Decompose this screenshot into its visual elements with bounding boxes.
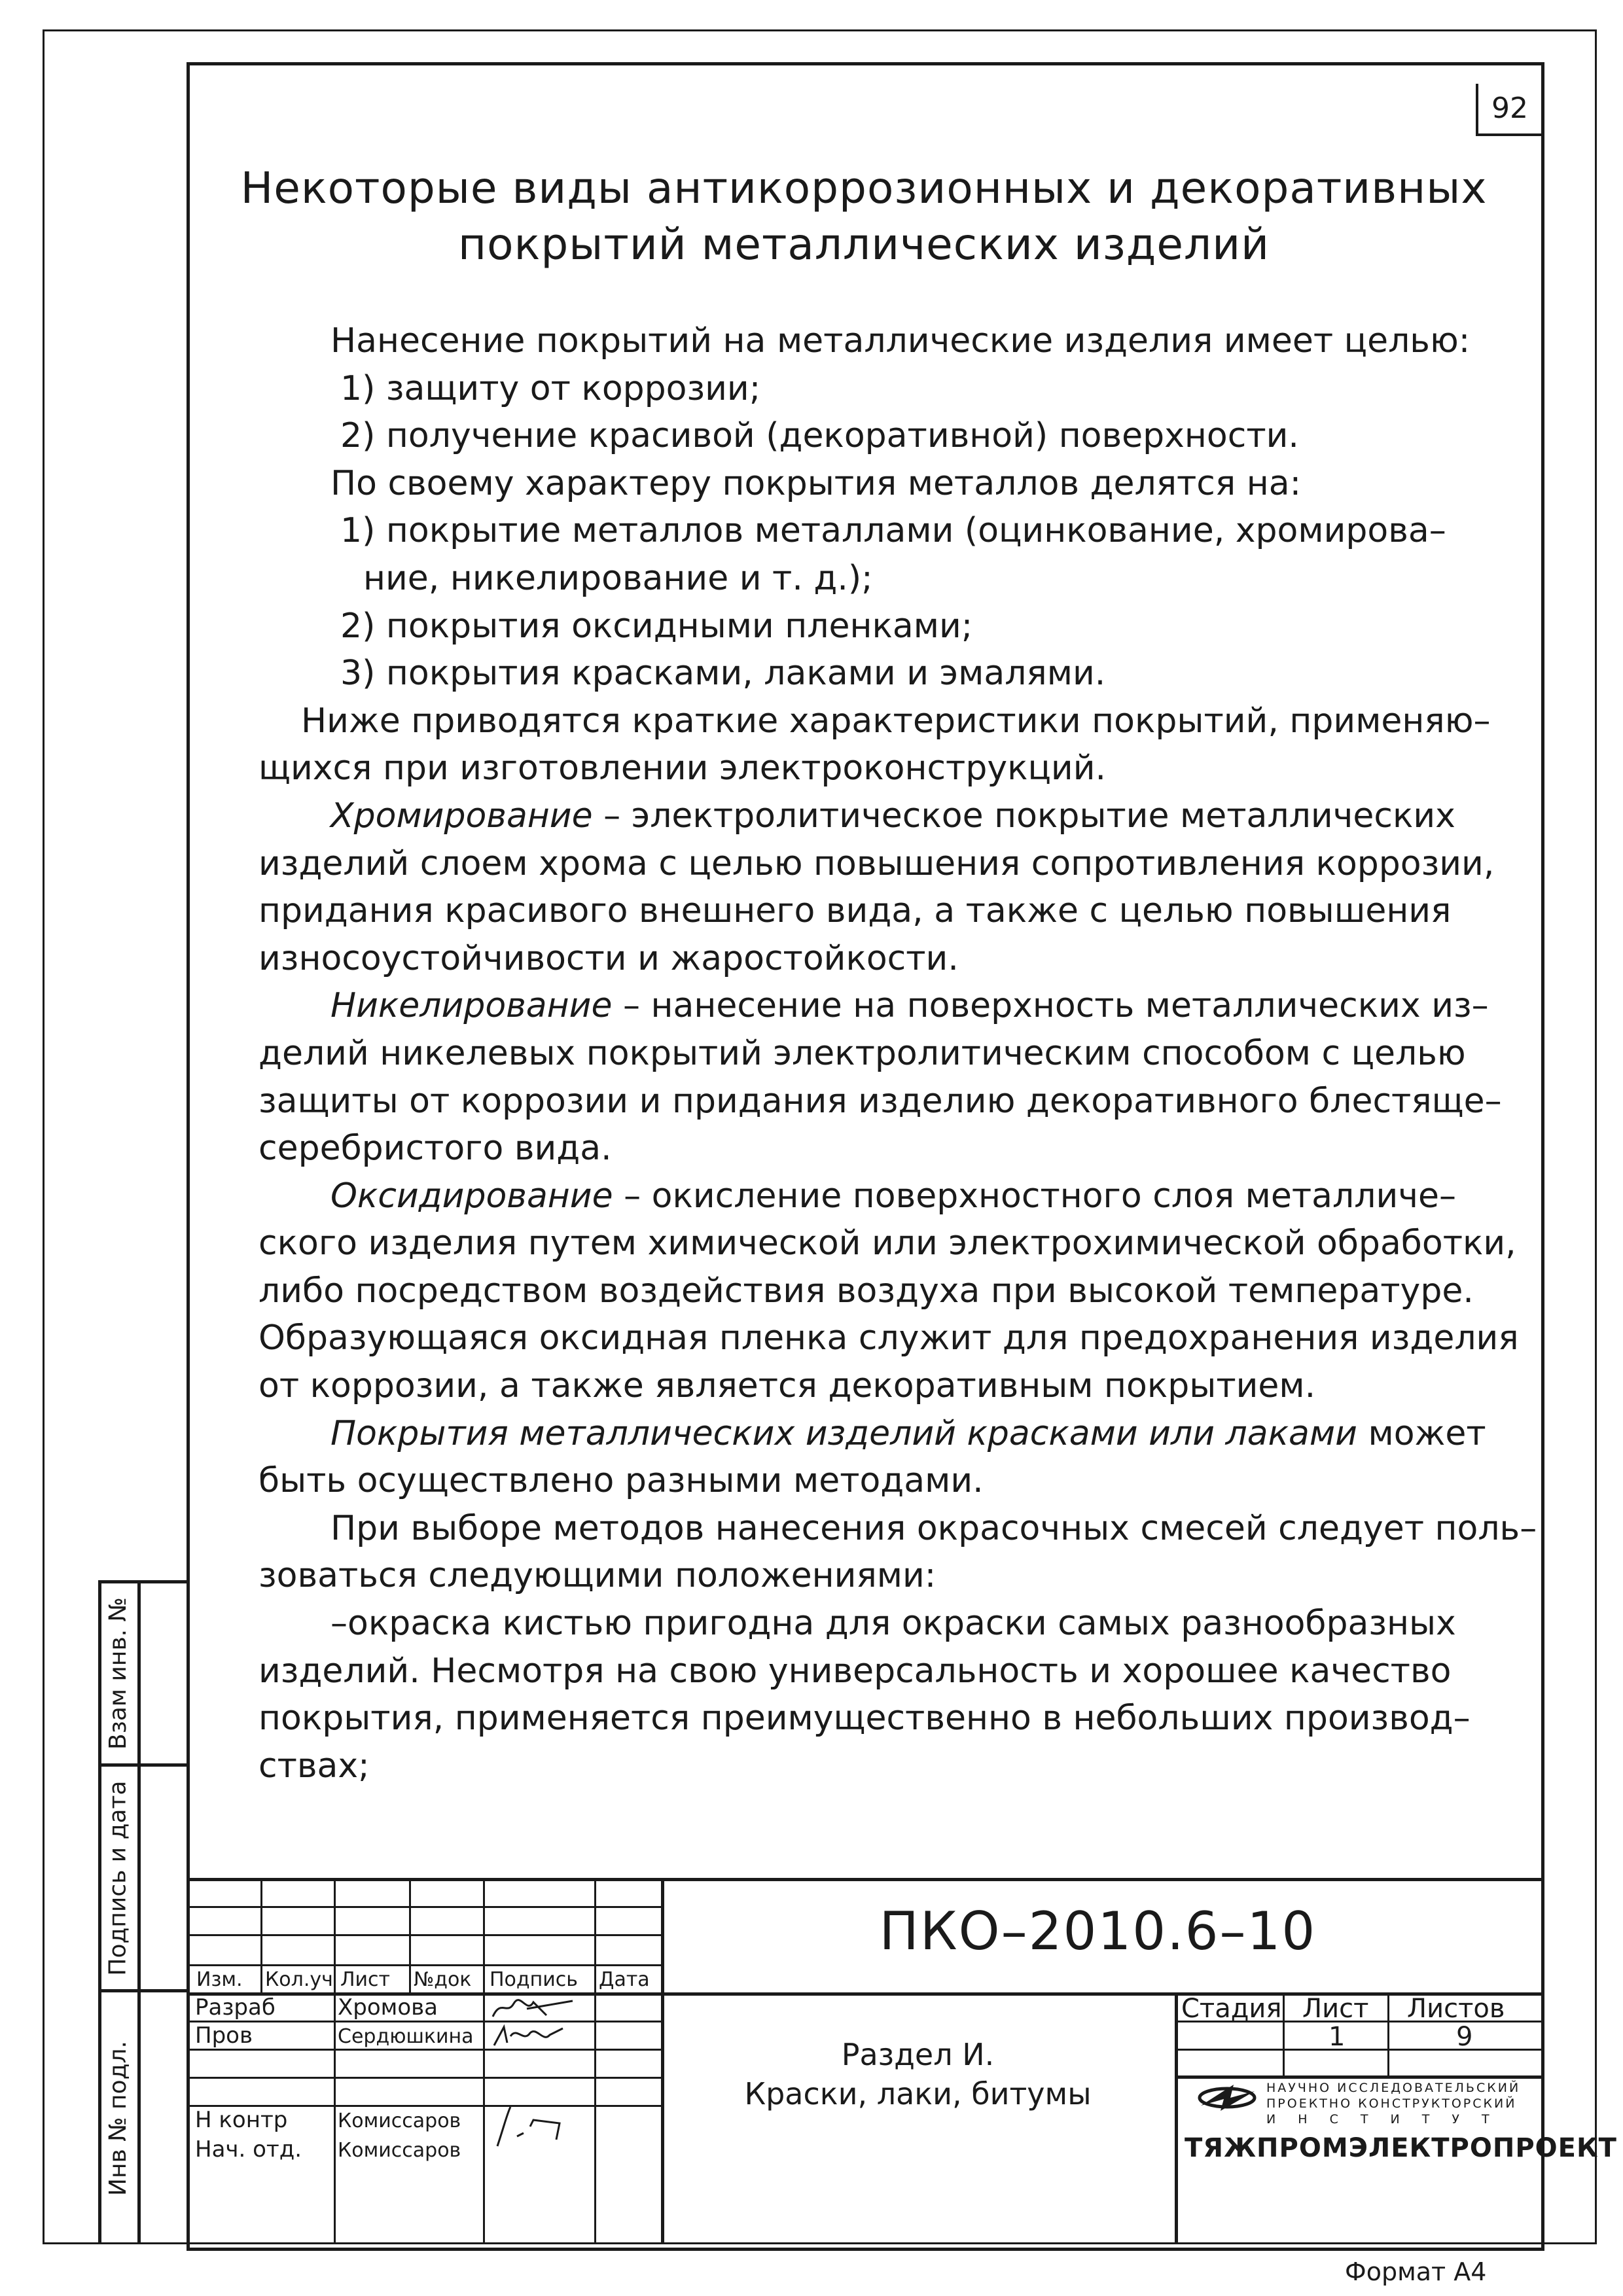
title-block-top (187, 1878, 1544, 1881)
stage-row (1175, 2049, 1544, 2051)
grid-row (187, 1964, 661, 1966)
side-label-vzam (98, 1583, 137, 1763)
header-izm: Изм. (196, 1968, 243, 1991)
body-line: 3) покрытия красками, лаками и эмалями. (340, 654, 1106, 694)
body-line: серебристого вида. (259, 1129, 612, 1169)
body-line: 1) защиту от коррозии; (340, 368, 761, 408)
header-data: Дата (599, 1968, 650, 1991)
body-line: изделий слоем хрома с целью повышения сопротивления коррозии, (259, 843, 1495, 883)
term-oxidation: Оксидирование (330, 1176, 613, 1216)
body-line: от коррозии, а также является декоративным покрытием. (259, 1366, 1316, 1406)
title-line-2: покрытий металлических изделий (457, 219, 1270, 270)
name-nachotd: Комиссаров (338, 2139, 461, 2162)
section-line-1: Раздел И. (841, 2037, 995, 2072)
body-line: защиты от коррозии и придания изделию декоративного блестяще– (259, 1081, 1502, 1121)
side-label-podpis (98, 1767, 137, 1989)
sheets-label: Листов (1407, 1994, 1505, 2024)
header-list: Лист (340, 1968, 391, 1991)
title-block-right-divider (1175, 1992, 1178, 2244)
body-line: придания красивого внешнего вида, а также с целью повышения (259, 891, 1452, 931)
signature-nkontr (488, 2100, 586, 2153)
signature-prov (488, 2023, 586, 2049)
side-stamp-divider (137, 1580, 141, 2244)
stage-row (1175, 2075, 1544, 2079)
sheets-value: 9 (1456, 2022, 1473, 2052)
grid-col (483, 1878, 485, 2244)
body-line (259, 1173, 1541, 1220)
org-logo-icon (1194, 2079, 1260, 2116)
term-chromium: Хромирование (330, 796, 593, 836)
grid-row (187, 1906, 661, 1908)
body-line: щихся при изготовлении электроконструкций. (259, 749, 1107, 788)
body-line-rest: – нанесение на поверхность металлических из– (612, 986, 1489, 1026)
org-line-2: ПРОЕКТНО КОНСТРУКТОРСКИЙ (1266, 2096, 1517, 2111)
org-line-1: НАУЧНО ИССЛЕДОВАТЕЛЬСКИЙ (1266, 2081, 1521, 2095)
body-text (259, 317, 1541, 1790)
body-line: –окраска кистью пригодна для окраски самых разнообразных (330, 1604, 1456, 1644)
body-line: 1) покрытие металлов металлами (оцинкование, хромирова– (340, 511, 1446, 551)
grid-col (334, 1878, 336, 2244)
body-line (259, 982, 1541, 1030)
side-label-inv-text: Инв № подл. (104, 2041, 132, 2196)
term-nickel: Никелирование (330, 986, 613, 1026)
role-nkontr: Н контр (195, 2107, 288, 2133)
body-line-rest: – окисление поверхностного слоя металличе– (613, 1176, 1457, 1216)
stage-col (1283, 1992, 1285, 2075)
grid-col (409, 1878, 411, 1994)
body-line: Нанесение покрытий на металлические изделия имеет целью: (330, 321, 1471, 361)
body-line: быть осуществлено разными методами. (259, 1461, 984, 1501)
page-number: 92 (1476, 84, 1541, 136)
body-line: покрытия, применяется преимущественно в небольших производ– (259, 1699, 1471, 1739)
document-number: ПКО–2010.6–10 (879, 1901, 1317, 1962)
name-razrab: Хромова (338, 1994, 438, 2021)
name-nkontr: Комиссаров (338, 2110, 461, 2132)
body-line (259, 1410, 1541, 1458)
side-label-podpis-text: Подпись и дата (104, 1780, 132, 1976)
term-paint: Покрытия металлических изделий красками или лаками (330, 1413, 1357, 1453)
section-line-2: Краски, лаки, битумы (744, 2076, 1092, 2111)
body-line: износоустойчивости и жаростойкости. (259, 938, 959, 978)
stage-col (1387, 1992, 1389, 2075)
grid-row (187, 2021, 661, 2022)
header-kol: Кол.уч (265, 1968, 333, 1991)
side-label-vzam-text: Взам инв. № (104, 1597, 132, 1750)
role-nachotd: Нач. отд. (195, 2136, 302, 2163)
body-line: либо посредством воздействия воздуха при высокой температуре. (259, 1271, 1474, 1311)
body-line: По своему характеру покрытия металлов делятся на: (330, 463, 1302, 503)
body-line: При выборе методов нанесения окрасочных смесей следует поль– (330, 1508, 1537, 1548)
body-line-rest: – электролитическое покрытие металлических (592, 796, 1455, 836)
body-line: изделий. Несмотря на свою универсальность и хорошее качество (259, 1651, 1452, 1691)
grid-col (594, 1878, 596, 2244)
body-line: ние, никелирование и т. д.); (363, 558, 873, 598)
body-line: 2) получение красивой (декоративной) поверхности. (340, 416, 1299, 456)
body-line: ского изделия путем химической или электрохимической обработки, (259, 1224, 1516, 1263)
org-line-3: И Н С Т И Т У Т (1266, 2112, 1499, 2127)
header-podpis: Подпись (490, 1968, 578, 1991)
side-label-inv (98, 1992, 137, 2244)
page-title (196, 160, 1531, 273)
signature-razrab (488, 1996, 586, 2022)
stage-label: Стадия (1181, 1994, 1282, 2024)
format-label: Формат А4 (1345, 2257, 1487, 2286)
section-title (664, 2035, 1171, 2113)
body-line-rest: может (1357, 1413, 1486, 1453)
body-line: Ниже приводятся краткие характеристики покрытий, применяю– (301, 701, 1491, 741)
header-ndok: №док (414, 1968, 472, 1991)
name-prov: Сердюшкина (338, 2025, 474, 2048)
body-line: 2) покрытия оксидными пленками; (340, 606, 973, 646)
body-line (259, 792, 1541, 840)
body-line: зоваться следующими положениями: (259, 1556, 936, 1596)
sheet-value: 1 (1329, 2022, 1346, 2052)
org-name: ТЯЖПРОМЭЛЕКТРОПРОЕКТ (1185, 2133, 1617, 2163)
body-line: ствах; (259, 1746, 370, 1786)
sheet-label: Лист (1302, 1994, 1369, 2024)
grid-row (187, 2077, 661, 2079)
grid-row (187, 1934, 661, 1936)
title-line-1: Некоторые виды антикоррозионных и декоративных (240, 163, 1488, 213)
body-line: делий никелевых покрытий электролитическим способом с целью (259, 1033, 1466, 1073)
body-line: Образующаяся оксидная пленка служит для предохранения изделия (259, 1318, 1519, 1358)
role-prov: Пров (195, 2022, 253, 2049)
grid-col (260, 1878, 262, 1994)
role-razrab: Разраб (195, 1994, 276, 2021)
